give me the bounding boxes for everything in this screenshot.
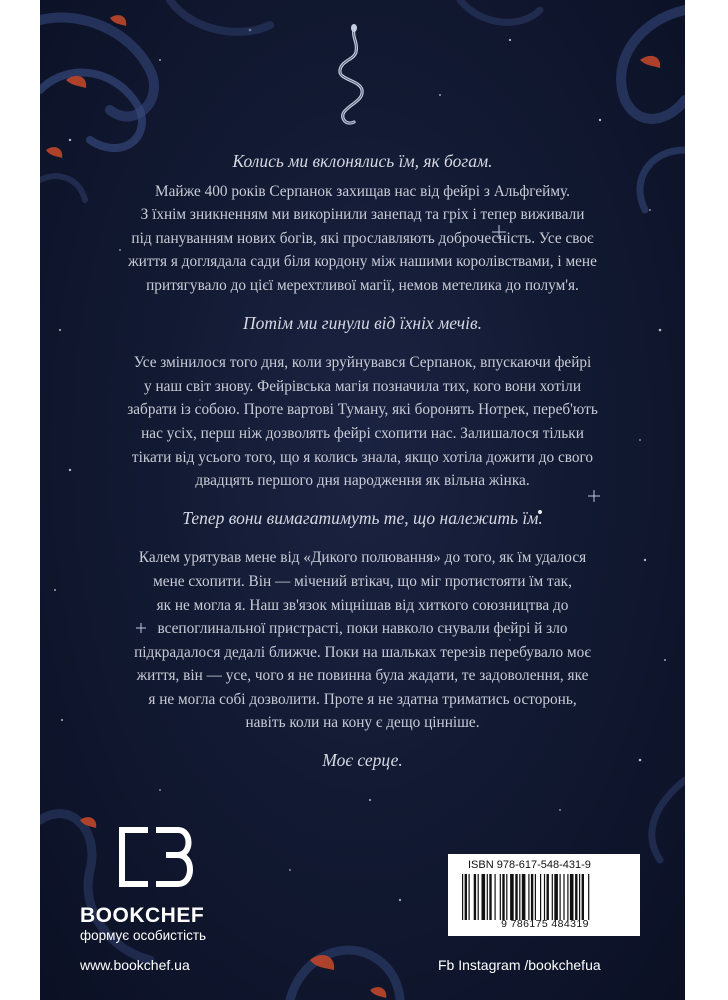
blurb-italic-line: Потім ми гинули від їхніх мечів.: [243, 312, 482, 333]
blurb-line: забрати із собою. Проте вартові Туману, які боронять Нотрек, переб'ють: [127, 401, 598, 419]
back-cover: [40, 0, 685, 1000]
blurb-line: мене схопити. Він — мічений втікач, що міг протистояти їм так,: [153, 572, 572, 590]
snake-emblem: [328, 22, 378, 132]
blurb: [90, 150, 635, 773]
blurb-line: життя я доглядала сади біля кордону між нашими королівствами, і мене: [128, 253, 597, 271]
publisher-name: BOOKCHEF: [80, 904, 205, 927]
blurb-line: Усе змінилося того дня, коли зруйнувався Серпанок, впускаючи фейрі: [133, 354, 592, 372]
blurb-line: нас усіх, перш ніж дозволять фейрі схопити нас. Залишалося тільки: [141, 424, 584, 442]
isbn-barcode: [448, 854, 640, 936]
blurb-lead: Колись ми вклонялись їм, як богам.: [232, 151, 493, 171]
blurb-line: всепоглинальної пристрасті, поки навколо снували фейрі й зло: [157, 620, 568, 638]
blurb-line: тікати від усього того, що я колись знала, якщо хотіла дожити до свого: [131, 448, 594, 466]
publisher-tagline: формує особистість: [80, 928, 207, 943]
blurb-line: Калем урятував мене від «Дикого полювання» до того, як їм удалося: [138, 549, 587, 567]
blurb-line: як не могла я. Наш зв'язок міцнішав від хиткого союзництва до: [156, 596, 569, 614]
blurb-line: навіть коли на кону є дещо цінніше.: [245, 714, 480, 732]
barcode-digits: 9 786175 484319: [501, 918, 589, 930]
barcode-bars: [462, 874, 630, 920]
blurb-line: підкрадалося дедалі ближче. Поки на шальках терезів перебувало моє: [134, 643, 591, 661]
isbn-label: ISBN 978-617-548-431-9: [468, 859, 591, 871]
publisher-website[interactable]: www.bookchef.ua: [80, 957, 190, 973]
bookchef-logo-icon: [118, 826, 198, 888]
blurb-italic-line: Тепер вони вимагатимуть те, що належить їм.: [182, 507, 543, 528]
blurb-line: притягувало до цієї мерехтливої магії, немов метелика до полум'я.: [146, 276, 579, 294]
blurb-line: у наш світ знову. Фейрівська магія позначила тих, кого вони хотіли: [143, 377, 582, 395]
blurb-line: двадцять першого дня народження як вільна жінка.: [195, 472, 530, 490]
blurb-closing: Моє серце.: [322, 750, 403, 771]
blurb-line: я не могла собі дозволити. Проте я не здатна триматись осторонь,: [148, 690, 577, 708]
blurb-line: З їхнім зникненням ми викорінили занепад та гріх і тепер виживали: [140, 206, 585, 224]
publisher-social[interactable]: Fb Instagram /bookchefua: [438, 957, 601, 973]
blurb-line: під пануванням нових богів, які прославляють доброчесність. Усе своє: [131, 229, 594, 247]
blurb-line: Майже 400 років Серпанок захищав нас від фейрі з Альфгейму.: [155, 182, 570, 200]
blurb-line: життя, він — усе, чого я не повинна була жадати, те задоволення, яке: [136, 667, 589, 685]
